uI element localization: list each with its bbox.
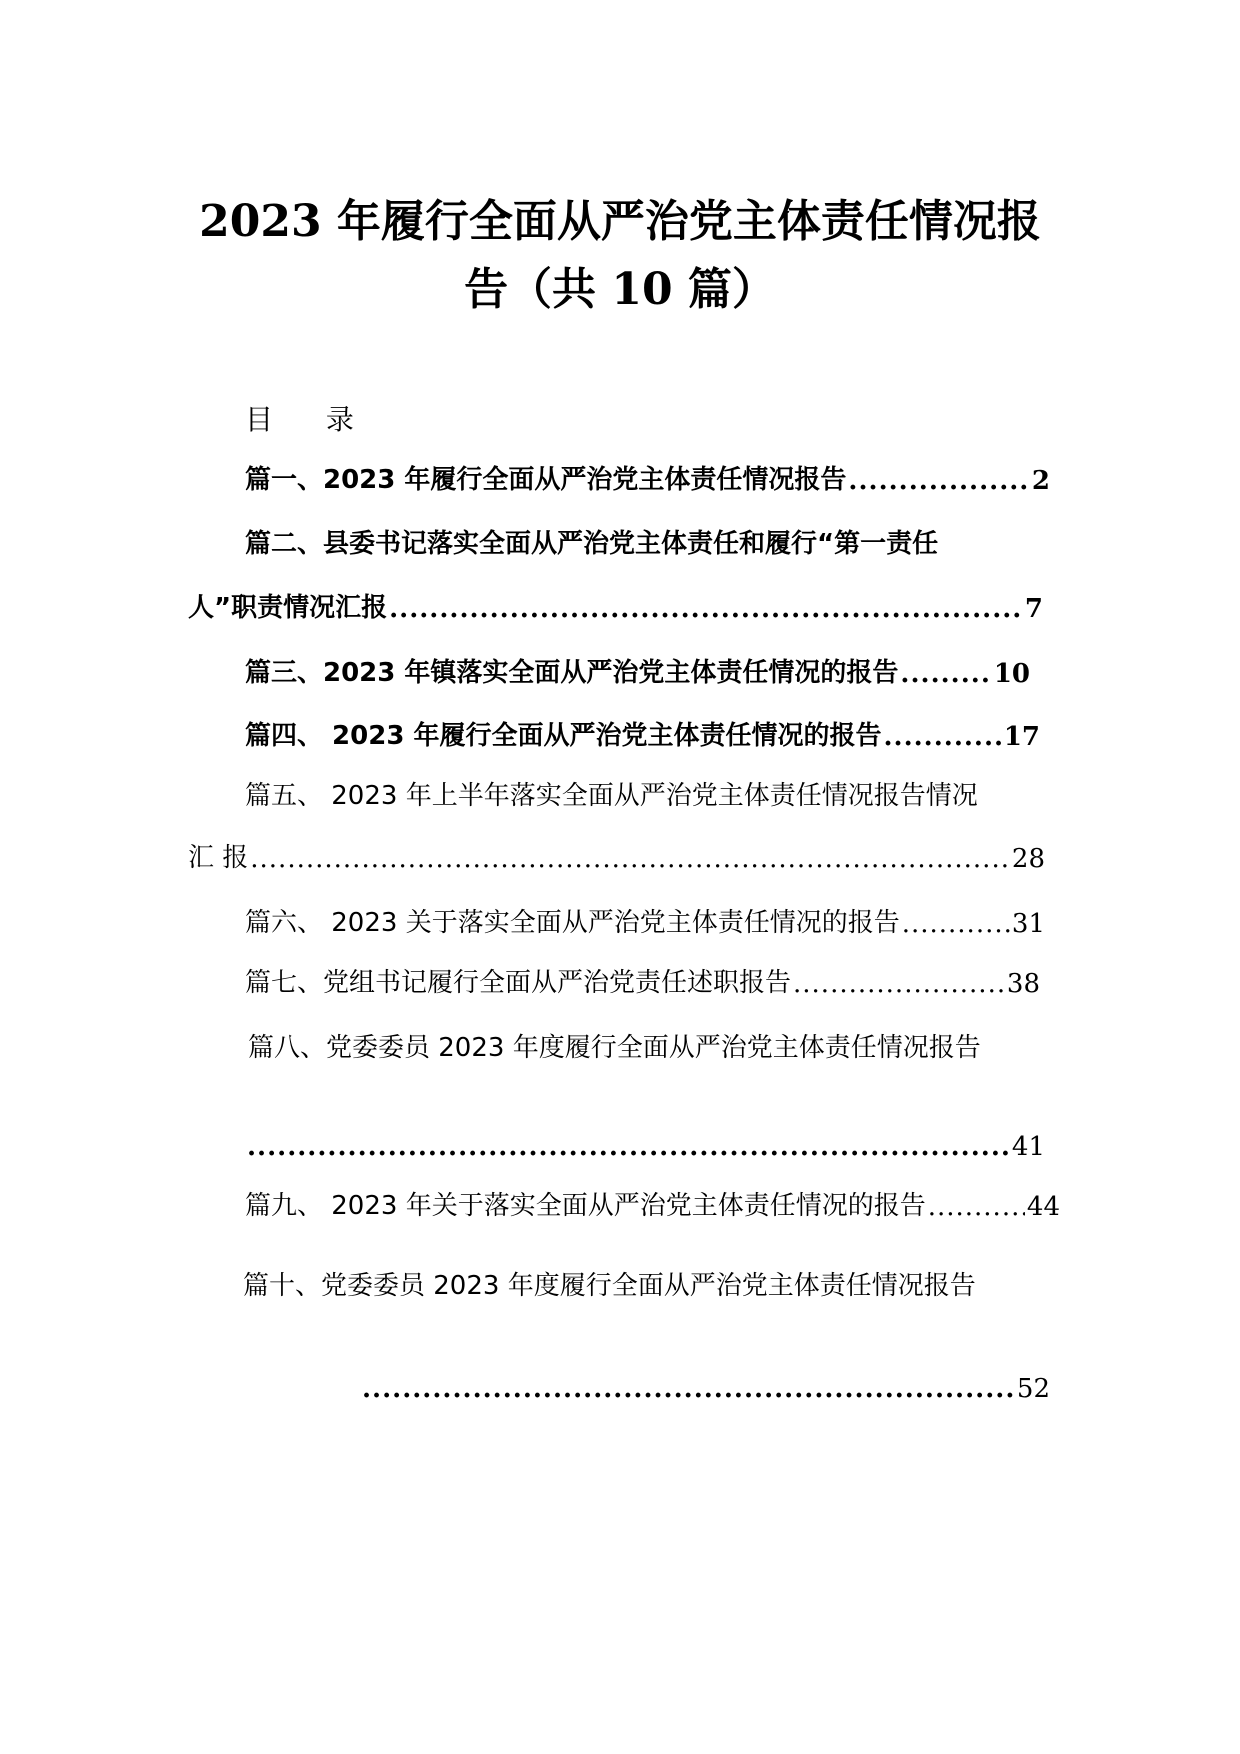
toc-leader-dots — [248, 844, 1010, 874]
toc-leader-dots — [900, 909, 1010, 939]
toc-entry-3-text: 篇三、2023 年镇落实全面从严治党主体责任情况的报告 — [245, 658, 899, 688]
toc-leader-dots — [387, 594, 1023, 624]
toc-entry-8-page: 41 — [1011, 1132, 1045, 1162]
toc-entry-4-page: 17 — [1003, 722, 1040, 752]
toc-leader-dots — [881, 722, 1001, 752]
toc-entry-7-text: 篇七、党组书记履行全面从严治党责任述职报告 — [245, 968, 792, 998]
toc-entry-5[interactable] — [245, 768, 1060, 812]
toc-entry-9[interactable] — [245, 1178, 1060, 1222]
toc-entry-5-continued[interactable] — [188, 830, 1045, 874]
toc-entry-1-text: 篇一、2023 年履行全面从严治党主体责任情况报告 — [245, 465, 847, 495]
toc-entry-8-leader[interactable] — [245, 1118, 1045, 1162]
toc-entry-2-page: 7 — [1024, 594, 1043, 624]
toc-entry-5-page: 28 — [1011, 844, 1045, 874]
document-title-line-2: 告（共 10 篇） — [464, 264, 776, 315]
toc-entry-3-page: 10 — [993, 659, 1030, 689]
toc-entry-6-text: 篇六、 2023 关于落实全面从严治党主体责任情况的报告 — [245, 908, 900, 938]
toc-entry-1-page: 2 — [1031, 466, 1050, 496]
toc-leader-dots — [898, 659, 991, 689]
toc-entry-10-leader[interactable] — [360, 1360, 1050, 1404]
toc-entry-4[interactable] — [245, 708, 1040, 752]
toc-entry-10[interactable] — [243, 1258, 1060, 1302]
toc-entry-10-text: 篇十、党委委员 2023 年度履行全面从严治党主体责任情况报告 — [243, 1271, 976, 1301]
toc-entry-8-text: 篇八、党委委员 2023 年度履行全面从严治党主体责任情况报告 — [248, 1033, 981, 1063]
toc-entry-1[interactable] — [245, 452, 1050, 496]
toc-entry-9-page: 44 — [1026, 1192, 1060, 1222]
toc-entry-8[interactable] — [248, 1020, 1060, 1064]
toc-entry-9-text: 篇九、 2023 年关于落实全面从严治党主体责任情况的报告 — [245, 1191, 926, 1221]
toc-entry-2-text-cont: 人”职责情况汇报 — [188, 593, 388, 623]
toc-leader-dots — [846, 466, 1029, 496]
toc-entry-7-page: 38 — [1006, 969, 1040, 999]
toc-entry-5-text-cont: 汇 报 — [188, 843, 249, 873]
toc-entry-3[interactable] — [245, 645, 1030, 689]
toc-entry-5-text: 篇五、 2023 年上半年落实全面从严治党主体责任情况报告情况 — [245, 781, 978, 811]
toc-entry-2[interactable] — [245, 516, 1045, 560]
toc-entry-7[interactable] — [245, 955, 1040, 999]
toc-entry-6-page: 31 — [1011, 909, 1045, 939]
toc-entry-6[interactable] — [245, 895, 1045, 939]
toc-leader-dots — [245, 1132, 1010, 1162]
toc-heading: 目 录 — [245, 403, 376, 436]
toc-entry-2-continued[interactable] — [188, 580, 1043, 624]
toc-entry-2-text: 篇二、县委书记落实全面从严治党主体责任和履行“第一责任 — [245, 529, 939, 559]
toc-entry-10-page: 52 — [1016, 1374, 1050, 1404]
toc-leader-dots — [360, 1374, 1015, 1404]
toc-leader-dots — [791, 969, 1005, 999]
toc-entry-4-text: 篇四、 2023 年履行全面从严治党主体责任情况的报告 — [245, 721, 882, 751]
document-title-line-1: 2023 年履行全面从严治党主体责任情况报 — [199, 196, 1041, 247]
toc-leader-dots — [926, 1192, 1025, 1222]
